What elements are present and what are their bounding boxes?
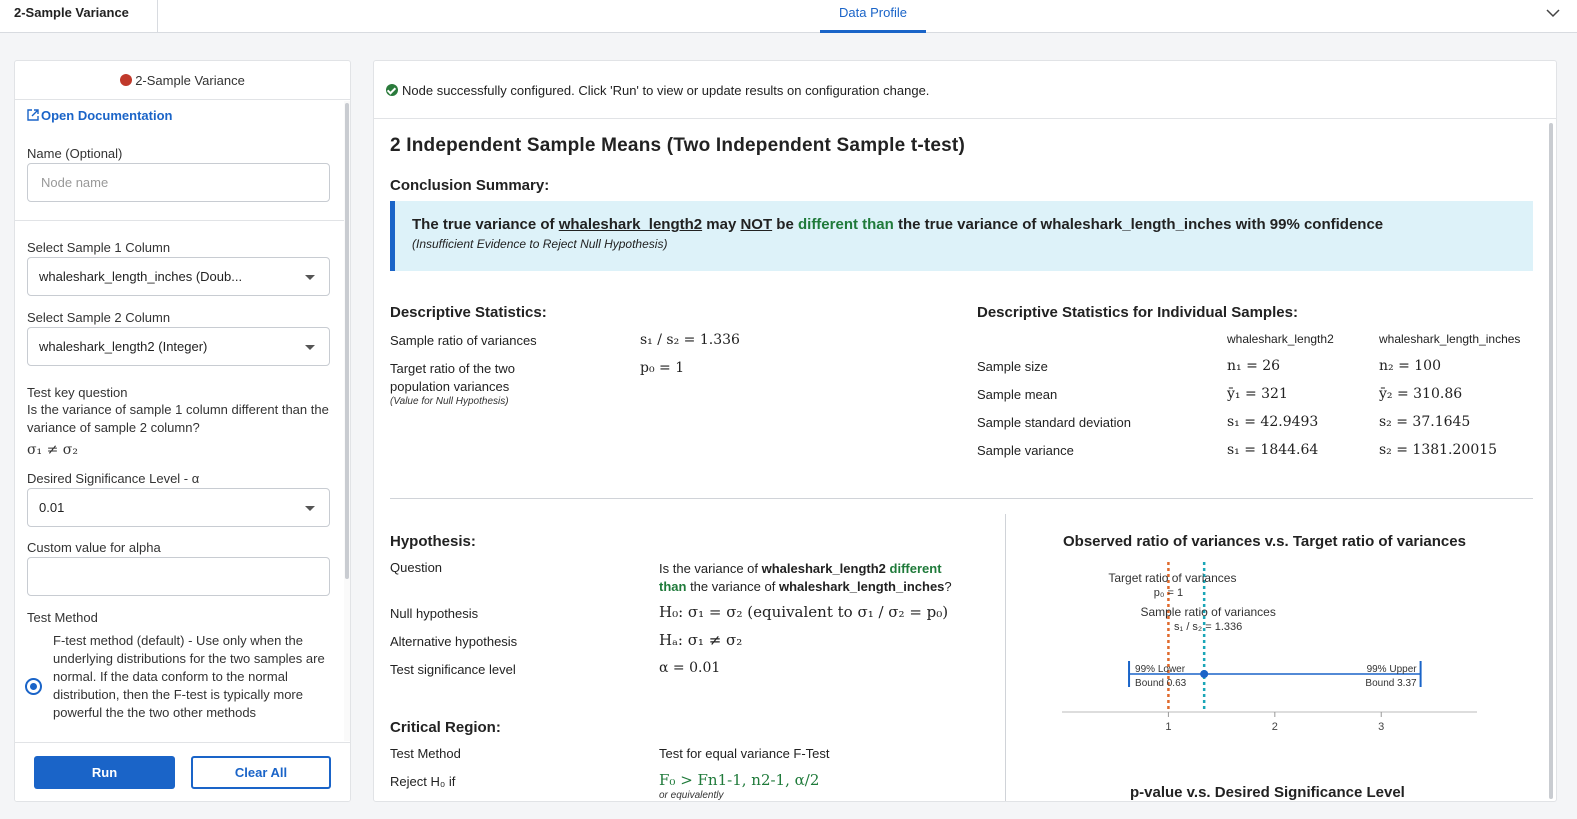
custom-alpha-label: Custom value for alpha [27,540,161,555]
conclusion-box [390,201,1533,271]
caret-down-icon [305,506,315,511]
row-v1: s₁ = 1844.64 [1227,442,1319,458]
target-note: (Value for Null Hypothesis) [390,396,509,407]
col-header-sample1: whaleshark_length_inches [1379,332,1521,346]
caret-down-icon [305,345,315,350]
panel-scrollbar[interactable] [344,101,350,741]
panel-footer [15,742,351,802]
equiv-note: or equivalently [659,790,724,801]
name-label: Name (Optional) [27,146,123,161]
clear-all-button[interactable]: Clear All [191,756,331,789]
hypothesis-heading: Hypothesis: [390,533,476,550]
row-v2: s₂ = 1381.20015 [1379,442,1498,458]
row-v2: ȳ₂ = 310.86 [1379,386,1463,402]
app-title: 2-Sample Variance [14,5,129,20]
significance-value: 0.01 [39,500,65,515]
method-label: Test Method [390,746,461,761]
section-divider [390,498,1533,499]
test-method-label: Test Method [27,610,98,625]
sig-value: α = 0.01 [659,660,721,676]
ratio-chart [1054,556,1484,746]
alt-label: Alternative hypothesis [390,634,518,649]
panel-body [15,101,344,741]
custom-alpha-input[interactable] [27,557,330,596]
ci-lower-label: 99% Lower [1135,664,1186,675]
report-title: 2 Independent Sample Means (Two Independent Sample t-test) [390,135,965,156]
topbar-divider [157,0,158,33]
tab-data-profile[interactable]: Data Profile [820,0,926,33]
x-tick-label: 3 [1378,721,1385,733]
results-panel [373,60,1557,802]
reject-value: F₀ > Fn1-1, n2-1, α/2 [659,771,820,789]
row-v2: s₂ = 37.1645 [1379,414,1471,430]
row-label: Sample mean [977,387,1058,402]
conclusion-heading: Conclusion Summary: [390,177,550,194]
test-key-label: Test key question [27,385,128,400]
doc-link-label: Open Documentation [41,108,173,123]
chart-title: Observed ratio of variances v.s. Target ratio of variances [1063,533,1466,550]
sample-annotation-title: Sample ratio of variances [1140,605,1276,619]
conclusion-text: The true variance of whaleshark_length2 may NOT be different than the true variance of whaleshark_length_inches with 99% confidence [412,216,1384,233]
chevron-down-icon[interactable] [1546,6,1560,20]
status-text: Node successfully configured. Click 'Run' to view or update results on configuration change. [402,83,930,98]
f-test-option-label: F-test method (default) - Use only when the underlying distributions for the two samples are normal. If the data conform to the normal distribution, then the F-test is typically more powerful the the two other methods [53,633,325,720]
test-key-formula: σ₁ ≠ σ₂ [27,442,78,458]
open-documentation-link[interactable] [27,108,172,123]
ratio-label: Sample ratio of variances [390,333,537,348]
status-message [386,83,929,98]
row-v1: ȳ₁ = 321 [1227,386,1288,402]
ci-upper-label: 99% Upper [1366,664,1417,675]
f-test-radio[interactable] [25,678,42,695]
row-v1: n₁ = 26 [1227,358,1281,374]
node-name-input[interactable]: Node name [27,163,330,202]
top-bar [0,0,1577,33]
question-label: Question [390,560,443,575]
target-annotation-title: Target ratio of variances [1108,571,1237,585]
col-header-sample2: whaleshark_length2 [1227,332,1334,346]
node-icon [120,74,132,86]
x-tick-label: 1 [1165,721,1172,733]
panel-title: 2-Sample Variance [135,73,245,88]
scroll-thumb[interactable] [345,103,349,579]
check-circle-icon [386,84,398,96]
row-label: Sample standard deviation [977,415,1131,430]
individual-heading: Descriptive Statistics for Individual Samples: [977,304,1298,321]
test-key-question: Is the variance of sample 1 column different than the variance of sample 2 column? [27,402,329,435]
row-v2: n₂ = 100 [1379,358,1441,374]
target-label-1: Target ratio of the two [390,361,516,376]
critical-heading: Critical Region: [390,719,501,736]
null-value: H₀: σ₁ = σ₂ (equivalent to σ₁ / σ₂ = p₀) [659,603,949,621]
sample2-value: whaleshark_length2 (Integer) [39,339,208,354]
sample-annotation-value: s₁ / s₂ = 1.336 [1174,621,1243,633]
row-label: Sample variance [977,443,1074,458]
sample2-select[interactable] [27,327,330,366]
run-button[interactable]: Run [34,756,175,789]
caret-down-icon [305,275,315,280]
alt-value: Hₐ: σ₁ ≠ σ₂ [659,631,743,649]
sample-ratio-point [1200,670,1208,678]
significance-select[interactable] [27,488,330,527]
significance-label: Desired Significance Level - α [27,471,200,486]
divider [15,220,344,221]
column-divider [1005,514,1006,802]
pvalue-chart-title: p-value v.s. Desired Significance Level [1130,784,1405,801]
target-label-2: population variances [390,379,510,394]
sample2-label: Select Sample 2 Column [27,310,171,325]
divider [374,118,1557,119]
external-link-icon [27,109,39,121]
sample1-label: Select Sample 1 Column [27,240,171,255]
results-scrollbar[interactable] [1549,121,1554,801]
sig-label: Test significance level [390,662,516,677]
null-label: Null hypothesis [390,606,479,621]
question-text: Is the variance of whaleshark_length2 different than the variance of whaleshark_length_inches? [659,561,952,594]
row-v1: s₁ = 42.9493 [1227,414,1319,430]
ratio-value: s₁ / s₂ = 1.336 [640,332,740,348]
ci-upper-label: Bound 3.37 [1365,678,1417,689]
sample1-value: whaleshark_length_inches (Doub... [39,269,243,284]
descriptive-heading: Descriptive Statistics: [390,304,547,321]
scroll-thumb[interactable] [1549,123,1553,799]
sample1-select[interactable] [27,257,330,296]
conclusion-subtext: (Insufficient Evidence to Reject Null Hypothesis) [412,237,668,251]
target-annotation-value: p₀ = 1 [1153,587,1184,599]
row-label: Sample size [977,359,1048,374]
target-value: p₀ = 1 [640,360,685,376]
x-tick-label: 2 [1271,721,1278,733]
ci-lower-label: Bound 0.63 [1135,678,1187,689]
reject-label: Reject H₀ if [390,774,456,789]
method-value: Test for equal variance F-Test [659,746,830,761]
config-panel [14,60,351,802]
panel-header [15,61,350,100]
